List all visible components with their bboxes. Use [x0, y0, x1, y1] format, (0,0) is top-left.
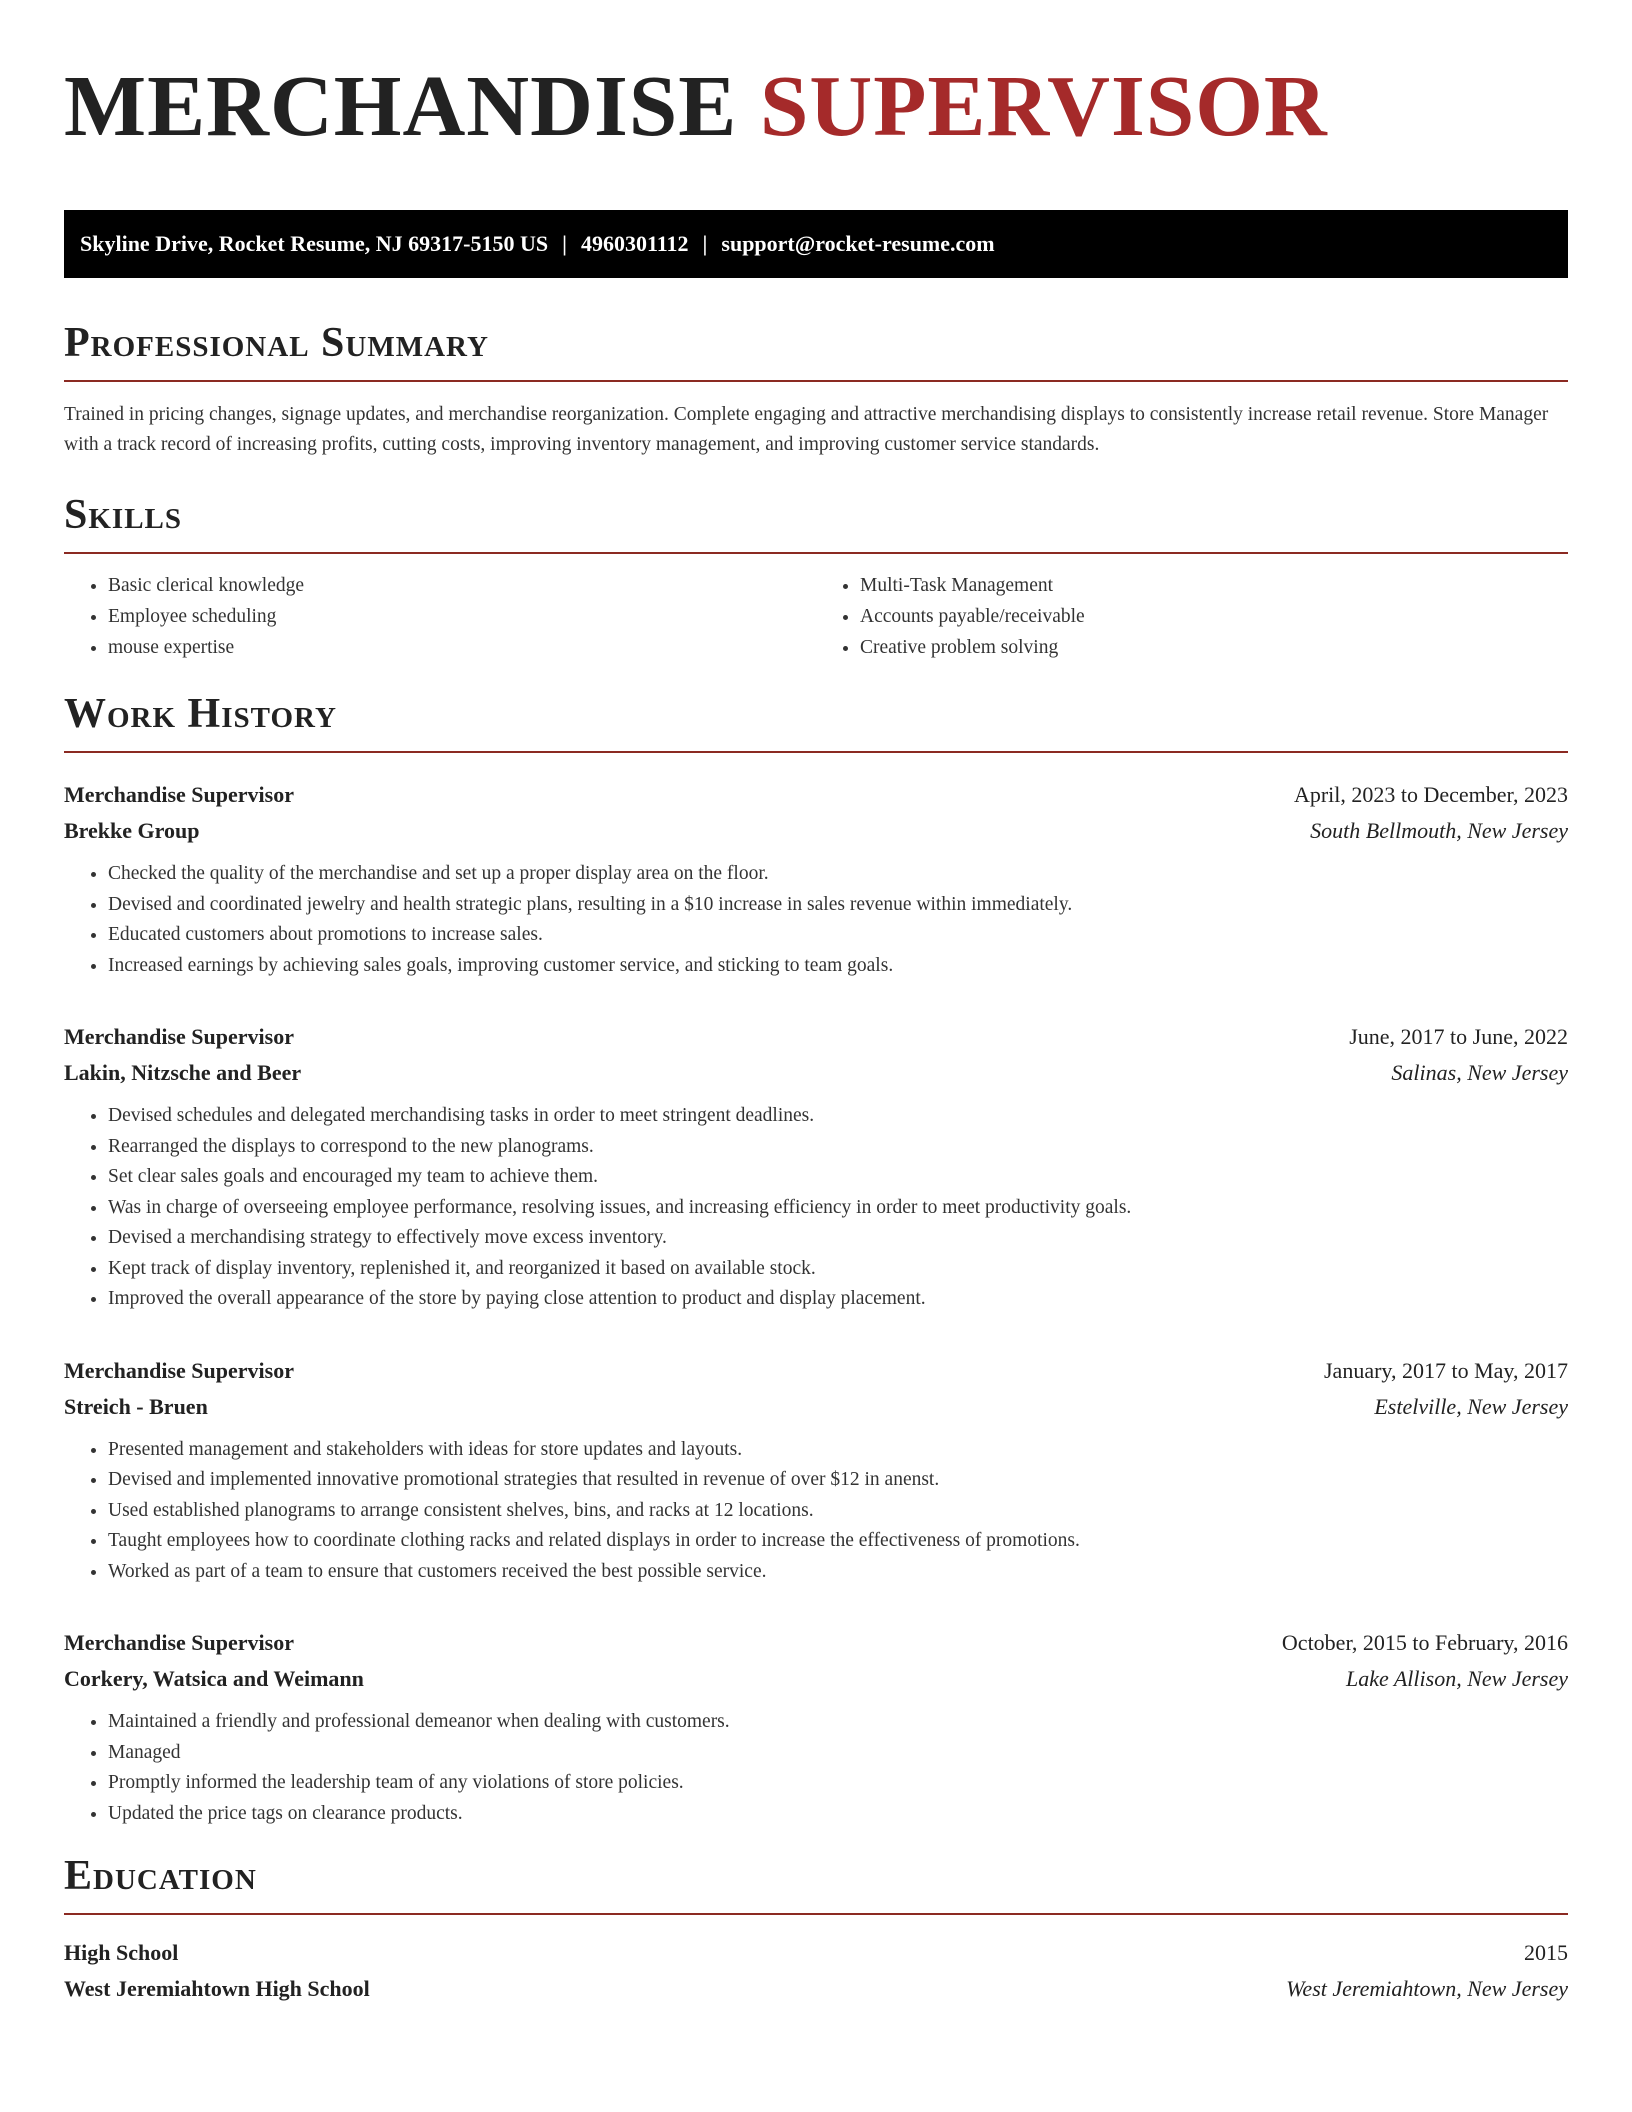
section-divider [64, 751, 1568, 753]
education-location: West Jeremiahtown, New Jersey [1286, 1976, 1568, 2001]
job-bullet: • Devised a merchandising strategy to effectively move excess inventory. [108, 1223, 1568, 1254]
job-bullet: • Kept track of display inventory, replenished it, and reorganized it based on available stock. [108, 1254, 1568, 1285]
skill-item: • Accounts payable/receivable [860, 601, 1568, 632]
education-section [64, 1851, 1568, 2007]
education-entry [64, 1935, 1568, 2007]
skills-columns [64, 570, 1568, 663]
job-bullets [64, 1101, 1568, 1315]
contact-phone: 4960301112 [580, 231, 689, 256]
skill-item: • Creative problem solving [860, 632, 1568, 663]
job-title: Merchandise Supervisor [64, 782, 294, 807]
job-title: Merchandise Supervisor [64, 1024, 294, 1049]
summary-text: Trained in pricing changes, signage updates, and merchandise reorganization. Complete engaging and attractive merchandising displays to consistently increase retail revenue. Store Manager with a track record of increasing profits, cutting costs, improving inventory management, and improving customer service standards. [64, 404, 1549, 455]
skills-section [64, 490, 1568, 663]
job-bullet: • Educated customers about promotions to increase sales. [108, 920, 1568, 951]
job-bullet: • Updated the price tags on clearance products. [108, 1799, 1568, 1830]
skills-column-right [816, 570, 1568, 663]
job-bullet: • Improved the overall appearance of the store by paying close attention to product and display placement. [108, 1284, 1568, 1315]
education-degree: High School [64, 1940, 179, 1965]
section-divider [64, 1913, 1568, 1915]
education-school: West Jeremiahtown High School [64, 1976, 370, 2001]
skill-item: • Employee scheduling [108, 601, 816, 632]
job-bullet: • Devised schedules and delegated merchandising tasks in order to meet stringent deadlines. [108, 1101, 1568, 1132]
job-location: Salinas, New Jersey [1391, 1060, 1568, 1085]
job-company: Streich - Bruen [64, 1393, 208, 1419]
contact-bar [64, 210, 1568, 278]
contact-separator: | [702, 231, 708, 256]
job-bullet: • Promptly informed the leadership team of any violations of store policies. [108, 1768, 1568, 1799]
skill-item: • Basic clerical knowledge [108, 570, 816, 601]
section-divider [64, 552, 1568, 554]
job-dates: January, 2017 to May, 2017 [1324, 1357, 1568, 1383]
job-location: South Bellmouth, New Jersey [1310, 818, 1568, 843]
job-bullets [64, 1707, 1568, 1829]
job-bullet: • Increased earnings by achieving sales goals, improving customer service, and sticking to team goals. [108, 951, 1568, 982]
job-bullet: • Devised and implemented innovative promotional strategies that resulted in revenue of over $12 in anenst. [108, 1465, 1568, 1496]
job-company: Corkery, Watsica and Weimann [64, 1666, 364, 1691]
name-last: SUPERVISOR [759, 57, 1328, 154]
resume-name [64, 56, 1568, 156]
job-bullet: • Worked as part of a team to ensure that customers received the best possible service. [108, 1557, 1568, 1588]
job-entry [64, 1019, 1568, 1315]
job-entry [64, 777, 1568, 981]
job-location: Lake Allison, New Jersey [1346, 1666, 1568, 1691]
skill-item: • mouse expertise [108, 632, 816, 663]
job-entry [64, 1353, 1568, 1588]
job-bullet: • Devised and coordinated jewelry and health strategic plans, resulting in a $10 increase in sales revenue within immediately. [108, 890, 1568, 921]
job-entry [64, 1625, 1568, 1829]
education-year: 2015 [1524, 1940, 1568, 1965]
job-bullet: • Maintained a friendly and professional demeanor when dealing with customers. [108, 1707, 1568, 1738]
job-title: Merchandise Supervisor [64, 1630, 294, 1655]
skills-heading: Skills [64, 492, 183, 538]
work-history-heading: Work History [64, 691, 337, 737]
job-dates: June, 2017 to June, 2022 [1349, 1024, 1568, 1049]
job-bullet: • Presented management and stakeholders with ideas for store updates and layouts. [108, 1435, 1568, 1466]
job-bullet: • Taught employees how to coordinate clothing racks and related displays in order to increase the effectiveness of promotions. [108, 1526, 1568, 1557]
job-location: Estelville, New Jersey [1374, 1393, 1568, 1419]
job-bullet: • Set clear sales goals and encouraged my team to achieve them. [108, 1162, 1568, 1193]
work-history-section [64, 689, 1568, 1829]
job-bullets [64, 859, 1568, 981]
job-title: Merchandise Supervisor [64, 1357, 294, 1383]
education-heading: Education [64, 1853, 257, 1899]
summary-heading: Professional Summary [64, 320, 489, 366]
job-company: Lakin, Nitzsche and Beer [64, 1060, 302, 1085]
job-bullet: • Checked the quality of the merchandise and set up a proper display area on the floor. [108, 859, 1568, 890]
summary-section [64, 318, 1568, 460]
name-first: MERCHANDISE [64, 57, 738, 154]
job-bullet: • Used established planograms to arrange consistent shelves, bins, and racks at 12 locations. [108, 1496, 1568, 1527]
skills-column-left [64, 570, 816, 663]
job-bullet: • Was in charge of overseeing employee performance, resolving issues, and increasing efficiency in order to meet productivity goals. [108, 1193, 1568, 1224]
contact-separator: | [562, 231, 567, 256]
contact-email[interactable]: support@rocket-resume.com [721, 231, 995, 256]
skill-item: • Multi-Task Management [860, 570, 1568, 601]
job-dates: October, 2015 to February, 2016 [1281, 1630, 1568, 1655]
contact-address: Skyline Drive, Rocket Resume, NJ 69317-5150 US [80, 231, 549, 256]
job-bullet: • Managed [108, 1738, 1568, 1769]
job-bullet: • Rearranged the displays to correspond to the new planograms. [108, 1132, 1568, 1163]
job-company: Brekke Group [64, 818, 200, 843]
job-bullets [64, 1435, 1568, 1588]
section-divider [64, 380, 1568, 382]
job-dates: April, 2023 to December, 2023 [1293, 782, 1568, 807]
